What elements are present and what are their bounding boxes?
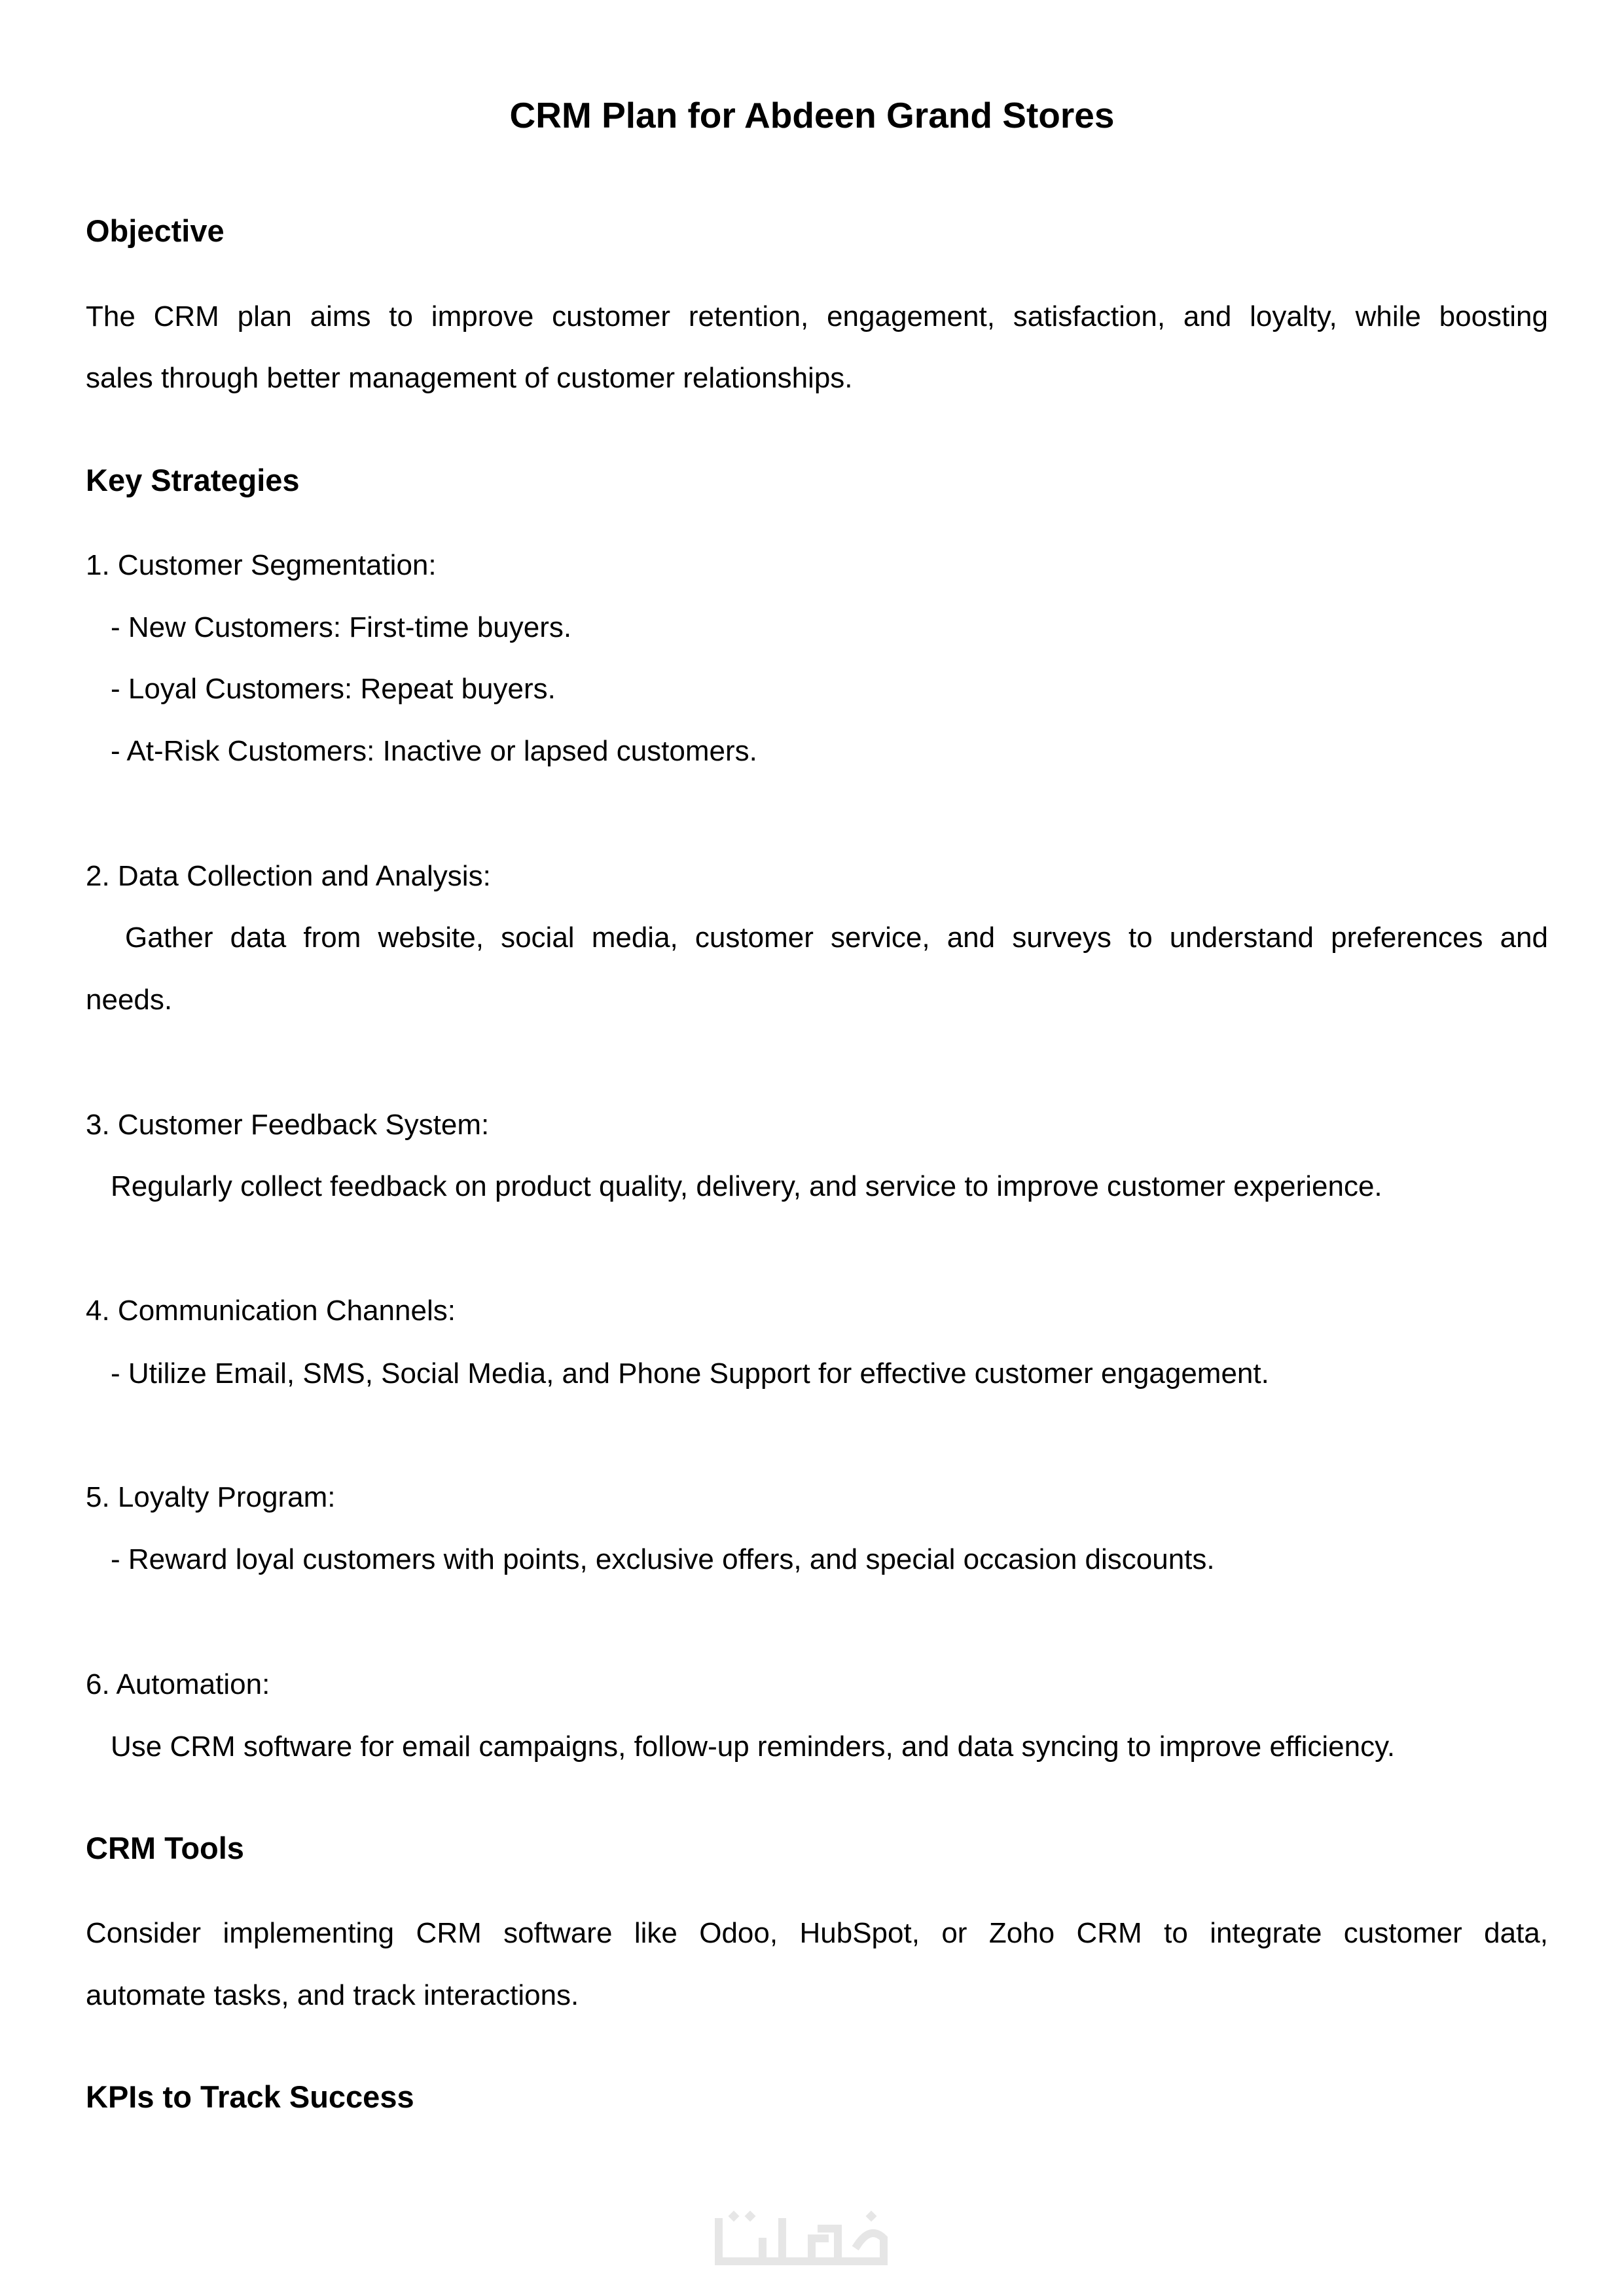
document-title: CRM Plan for Abdeen Grand Stores xyxy=(509,95,1115,135)
tools-line-2: automate tasks, and track interactions. xyxy=(86,1979,579,2011)
strategy-6-text: Use CRM software for email campaigns, follow-up reminders, and data syncing to improve efficiency. xyxy=(111,1731,1396,1763)
strategy-1-item: - Loyal Customers: Repeat buyers. xyxy=(111,673,556,705)
strategy-3-text: Regularly collect feedback on product quality, delivery, and service to improve customer experience. xyxy=(111,1170,1382,1202)
kpis-heading: KPIs to Track Success xyxy=(86,2079,414,2114)
strategy-1-title: 1. Customer Segmentation: xyxy=(86,549,437,581)
tools-heading: CRM Tools xyxy=(86,1831,244,1865)
objective-heading: Objective xyxy=(86,213,225,248)
strategies-heading: Key Strategies xyxy=(86,463,300,497)
strategy-4-title: 4. Communication Channels: xyxy=(86,1295,456,1327)
strategy-2-line-1: Gather data from website, social media, customer service, and surveys to understand preferences and xyxy=(125,922,1548,954)
strategy-2-title: 2. Data Collection and Analysis: xyxy=(86,860,491,892)
tools-line-1: Consider implementing CRM software like Odoo, HubSpot, or Zoho CRM to integrate customer data, xyxy=(86,1917,1548,1949)
watermark-logo xyxy=(713,2209,916,2271)
objective-line-1: The CRM plan aims to improve customer retention, engagement, satisfaction, and loyalty, while boosting xyxy=(86,300,1548,332)
strategy-5-text: - Reward loyal customers with points, exclusive offers, and special occasion discounts. xyxy=(111,1543,1215,1575)
strategy-1-item: - At-Risk Customers: Inactive or lapsed customers. xyxy=(111,735,757,767)
strategy-6-title: 6. Automation: xyxy=(86,1668,270,1700)
strategy-1-item: - New Customers: First-time buyers. xyxy=(111,611,572,643)
strategy-2-line-2: needs. xyxy=(86,984,173,1016)
strategy-5-title: 5. Loyalty Program: xyxy=(86,1481,336,1513)
strategy-4-text: - Utilize Email, SMS, Social Media, and Phone Support for effective customer engagement. xyxy=(111,1357,1269,1390)
objective-line-2: sales through better management of customer relationships. xyxy=(86,362,853,394)
strategy-3-title: 3. Customer Feedback System: xyxy=(86,1109,490,1141)
